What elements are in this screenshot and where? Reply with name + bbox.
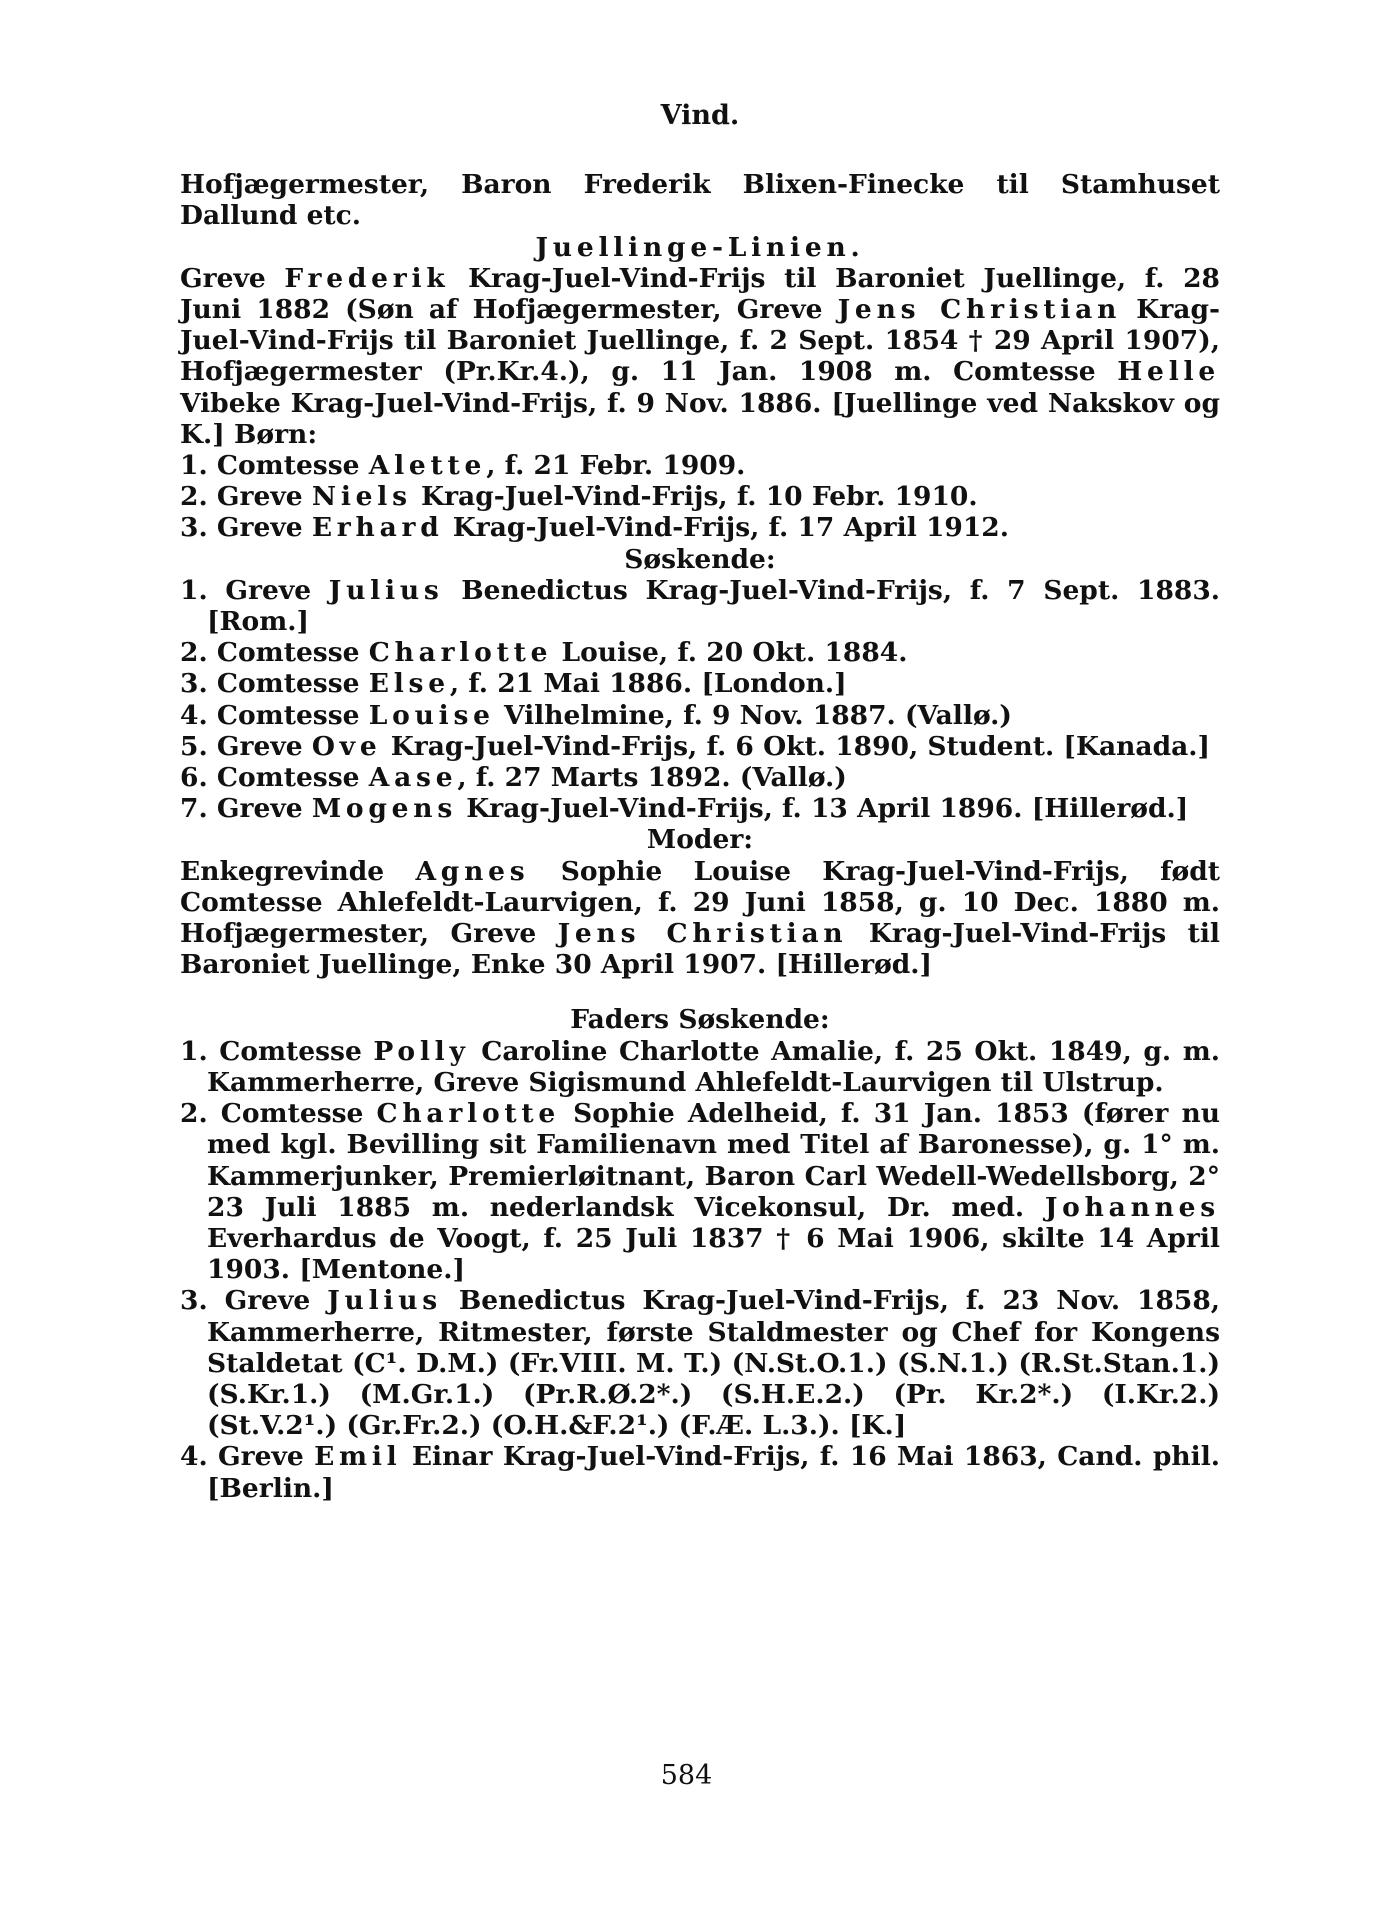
text-run: Vilhelmine, f. 9 Nov. 1887. (Vallø.) (494, 699, 1012, 731)
text-run: 4. Comtesse (180, 699, 369, 731)
text-run: 3. Greve (180, 1285, 328, 1317)
text-run: , f. 27 Marts 1892. (Vallø.) (457, 762, 847, 794)
name-spaced: Alette (368, 450, 487, 482)
name-spaced: Aase (368, 762, 458, 794)
text-run: Krag-Juel-Vind-Frijs til Baroniet Juellinge, f. 28 Juni 1882 (Søn af Hofjægermester, Greve (180, 262, 1220, 326)
name-spaced: Frederik (284, 262, 450, 294)
text-run: Sophie Adelheid, f. 31 Jan. 1853 (fører nu med kgl. Bevilling sit Familienavn med Titel af Baronesse), g. 1° m. Kammerjunker, Premierløitnant, Baron Carl Wedell-Wedellsborg, 2° 23 Juli 1885 m. nederlandsk Vicekonsul, Dr. med. (207, 1098, 1220, 1223)
list-item (180, 1036, 1220, 1098)
list-item (180, 481, 1220, 512)
text-run: 5. Greve (180, 730, 312, 762)
name-spaced: Agnes (415, 855, 530, 887)
text-run: Sophie Louise Krag-Juel-Vind-Frijs, født Comtesse Ahlefeldt-Laurvigen, f. 29 Juni 1858, g. 10 Dec. 1880 m. Hofjægermester, Greve (180, 855, 1220, 950)
name-spaced: Emil (314, 1441, 402, 1473)
text-run: Krag-Juel-Vind-Frijs, f. 13 April 1896. [Hillerød.] (457, 793, 1189, 825)
text-run: Vibeke Krag-Juel-Vind-Frijs, f. 9 Nov. 1886. [Juellinge ved Nakskov og K.] Børn: (180, 387, 1220, 450)
list-item (180, 700, 1220, 731)
page-number: 584 (660, 1760, 713, 1791)
page-title: Vind. (660, 100, 740, 131)
name-spaced: Polly (373, 1035, 470, 1067)
text-run: , f. 21 Febr. 1909. (486, 450, 746, 482)
name-spaced: Charlotte (368, 637, 553, 669)
text-run: Enkegrevinde (180, 855, 416, 887)
mother-heading: Moder: (646, 824, 754, 856)
text-run: 7. Greve (180, 793, 312, 825)
list-item (180, 637, 1220, 668)
text-run: Krag-Juel-Vind-Frijs til Baroniet Juellinge, Enke 30 April 1907. [Hillerød.] (180, 918, 1220, 981)
mother-paragraph (180, 856, 1220, 981)
text-run: Einar Krag-Juel-Vind-Frijs, f. 16 Mai 1863, Cand. phil. [Berlin.] (207, 1441, 1220, 1504)
text-run: 2. Comtesse (180, 637, 369, 669)
name-spaced: Mogens (311, 793, 458, 825)
line-heading: Juellinge-Linien. (535, 231, 865, 263)
intro-paragraph: Hofjægermester, Baron Frederik Blixen-Finecke til Stamhuset Dallund etc. (180, 169, 1220, 232)
name-spaced: Louise (368, 699, 495, 731)
name-spaced: Else (368, 668, 450, 700)
name-spaced: Johannes (1044, 1191, 1220, 1223)
name-spaced: Jens Christian (837, 294, 1122, 326)
father-siblings-heading: Faders Søskende: (570, 1004, 830, 1036)
list-item (180, 668, 1220, 699)
list-item (180, 762, 1220, 793)
name-spaced: Ove (311, 730, 382, 762)
text-run: Louise, f. 20 Okt. 1884. (552, 637, 908, 669)
text-run: Krag-Juel-Vind-Frijs til Baroniet Juellinge, f. 2 Sept. 1854 † 29 April 1907), Hofjægermester (Pr.Kr.4.), g. 11 Jan. 1908 m. Comtesse (180, 294, 1220, 388)
name-spaced: Julius (327, 1285, 442, 1317)
text-run: 1. Comtesse (180, 1035, 374, 1067)
text-run: Benedictus Krag-Juel-Vind-Frijs, f. 7 Sept. 1883. [Rom.] (207, 574, 1220, 638)
text-run: 1. Comtesse (180, 450, 369, 482)
text-run: 6. Comtesse (180, 762, 369, 794)
list-item (180, 793, 1220, 824)
text-run: 2. Comtesse (180, 1098, 377, 1130)
text-run: 3. Greve (180, 512, 312, 544)
text-run: Krag-Juel-Vind-Frijs, f. 17 April 1912. (443, 512, 1009, 544)
text-run: 3. Comtesse (180, 668, 369, 700)
name-spaced: Erhard (311, 512, 444, 544)
list-item (180, 575, 1220, 637)
name-spaced: Julius (328, 574, 444, 606)
children-list (180, 450, 1220, 544)
text-run: Greve (180, 262, 285, 294)
name-spaced: Niels (311, 481, 412, 513)
text-run: Krag-Juel-Vind-Frijs, f. 10 Febr. 1910. (411, 481, 978, 513)
list-item (180, 1098, 1220, 1285)
siblings-list (180, 575, 1220, 825)
text-run: Caroline Charlotte Amalie, f. 25 Okt. 1849, g. m. Kammerherre, Greve Sigismund Ahlefeldt-Laurvigen til Ulstrup. (207, 1035, 1220, 1098)
text-run: 2. Greve (180, 481, 312, 513)
list-item (180, 1441, 1220, 1503)
section-gap (180, 980, 1220, 1004)
text-run: 4. Greve (180, 1441, 315, 1473)
name-spaced: Helle (1117, 356, 1220, 388)
main-person-paragraph (180, 263, 1220, 450)
text-run: , f. 21 Mai 1886. [London.] (449, 668, 847, 700)
father-siblings-list (180, 1036, 1220, 1504)
text-run: Krag-Juel-Vind-Frijs, f. 6 Okt. 1890, Student. [Kanada.] (381, 730, 1211, 762)
text-run: Everhardus de Voogt, f. 25 Juli 1837 † 6 Mai 1906, skilte 14 April 1903. [Mentone.] (207, 1222, 1220, 1286)
document-page (180, 100, 1220, 1504)
name-spaced: Jens Christian (557, 918, 848, 950)
name-spaced: Charlotte (376, 1098, 561, 1130)
text-run: 1. Greve (180, 574, 329, 606)
text-run: Benedictus Krag-Juel-Vind-Frijs, f. 23 Nov. 1858, Kammerherre, Ritmester, første Staldmester og Chef for Kongens Staldetat (C¹. D.M.) (Fr.VIII. M. T.) (N.St.O.1.) (S.N.1.) (R.St.Stan.1.) (S.Kr.1.) (M.Gr.1.) (Pr.R.Ø.2*.) (S.H.E.2.) (Pr. Kr.2*.) (I.Kr.2.) (St.V.2¹.) (Gr.Fr.2.) (O.H.&F.2¹.) (F.Æ. L.3.). [K.] (207, 1285, 1220, 1442)
list-item (180, 512, 1220, 543)
siblings-heading: Søskende: (624, 543, 776, 575)
list-item (180, 1285, 1220, 1441)
list-item (180, 450, 1220, 481)
list-item (180, 731, 1220, 762)
